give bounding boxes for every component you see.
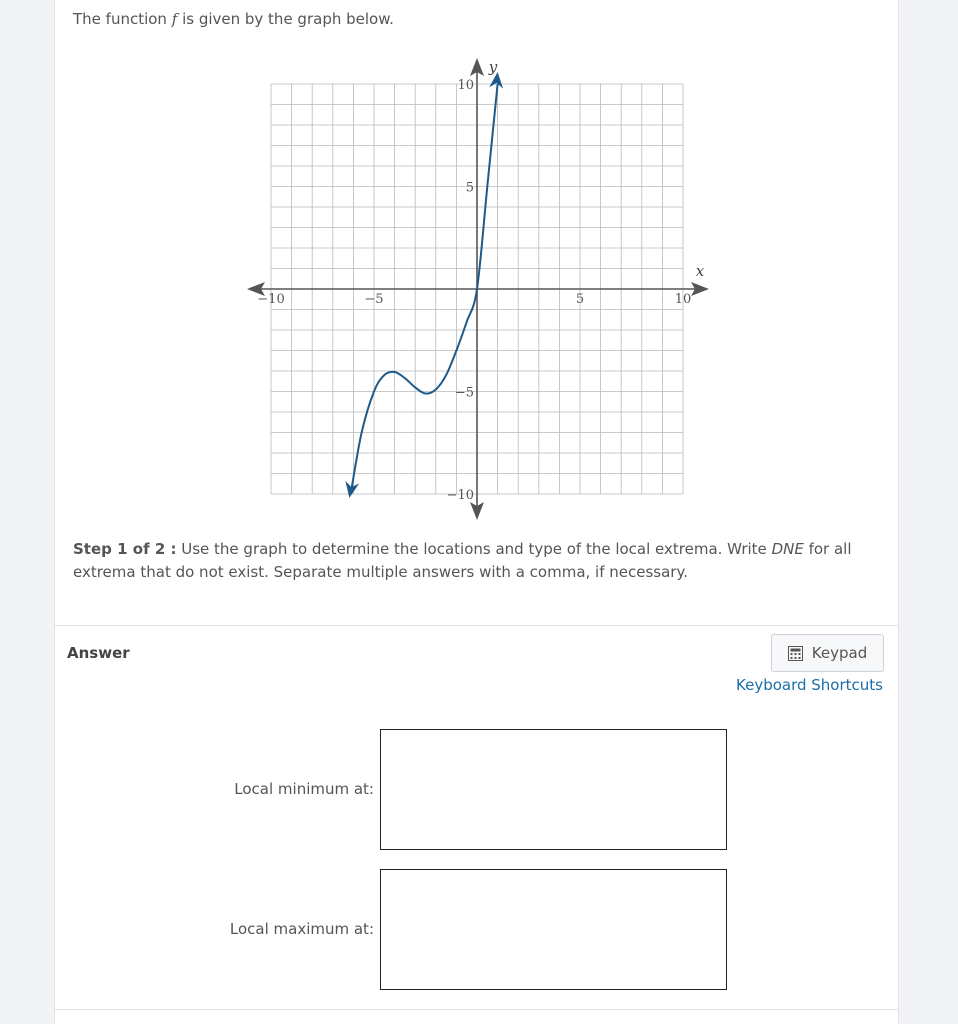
section-divider	[55, 625, 898, 626]
local-maximum-input[interactable]	[380, 869, 727, 990]
x-tick-label: 10	[674, 292, 692, 307]
local-minimum-input[interactable]	[380, 729, 727, 850]
keypad-label: Keypad	[811, 644, 868, 662]
function-name: f	[171, 10, 178, 28]
local-minimum-label: Local minimum at:	[234, 780, 374, 798]
keyboard-shortcuts-link[interactable]: Keyboard Shortcuts	[736, 676, 883, 694]
bottom-divider	[55, 1009, 898, 1010]
x-tick-label: 5	[575, 292, 585, 307]
local-maximum-label: Local maximum at:	[229, 920, 374, 938]
dne-term: DNE	[771, 540, 804, 558]
x-axis-label: x	[695, 262, 705, 280]
intro-before: The function	[73, 10, 167, 28]
y-axis-label: y	[488, 58, 498, 76]
step-label: Step 1 of 2 :	[73, 540, 177, 558]
y-tick-label: −5	[454, 385, 474, 401]
x-tick-label: −10	[257, 292, 285, 307]
keypad-button[interactable]	[771, 634, 884, 672]
answer-heading: Answer	[67, 644, 130, 662]
curve-group	[345, 72, 503, 498]
step-text: Use the graph to determine the locations and type of the local extrema. Write	[176, 540, 772, 558]
function-curve	[351, 84, 497, 490]
y-tick-label: 5	[465, 180, 474, 196]
step-text-2: for all extrema that do not exist. Separate multiple answers with a comma, if necessary.	[73, 540, 852, 581]
step-instructions	[73, 538, 873, 584]
x-tick-label: −5	[364, 292, 384, 307]
intro-after: is given by the graph below.	[177, 10, 394, 28]
calculator-icon	[788, 646, 803, 661]
y-tick-label: −10	[446, 488, 474, 503]
y-tick-label: 10	[457, 78, 474, 93]
question-card	[54, 0, 899, 1024]
function-graph	[55, 0, 898, 530]
